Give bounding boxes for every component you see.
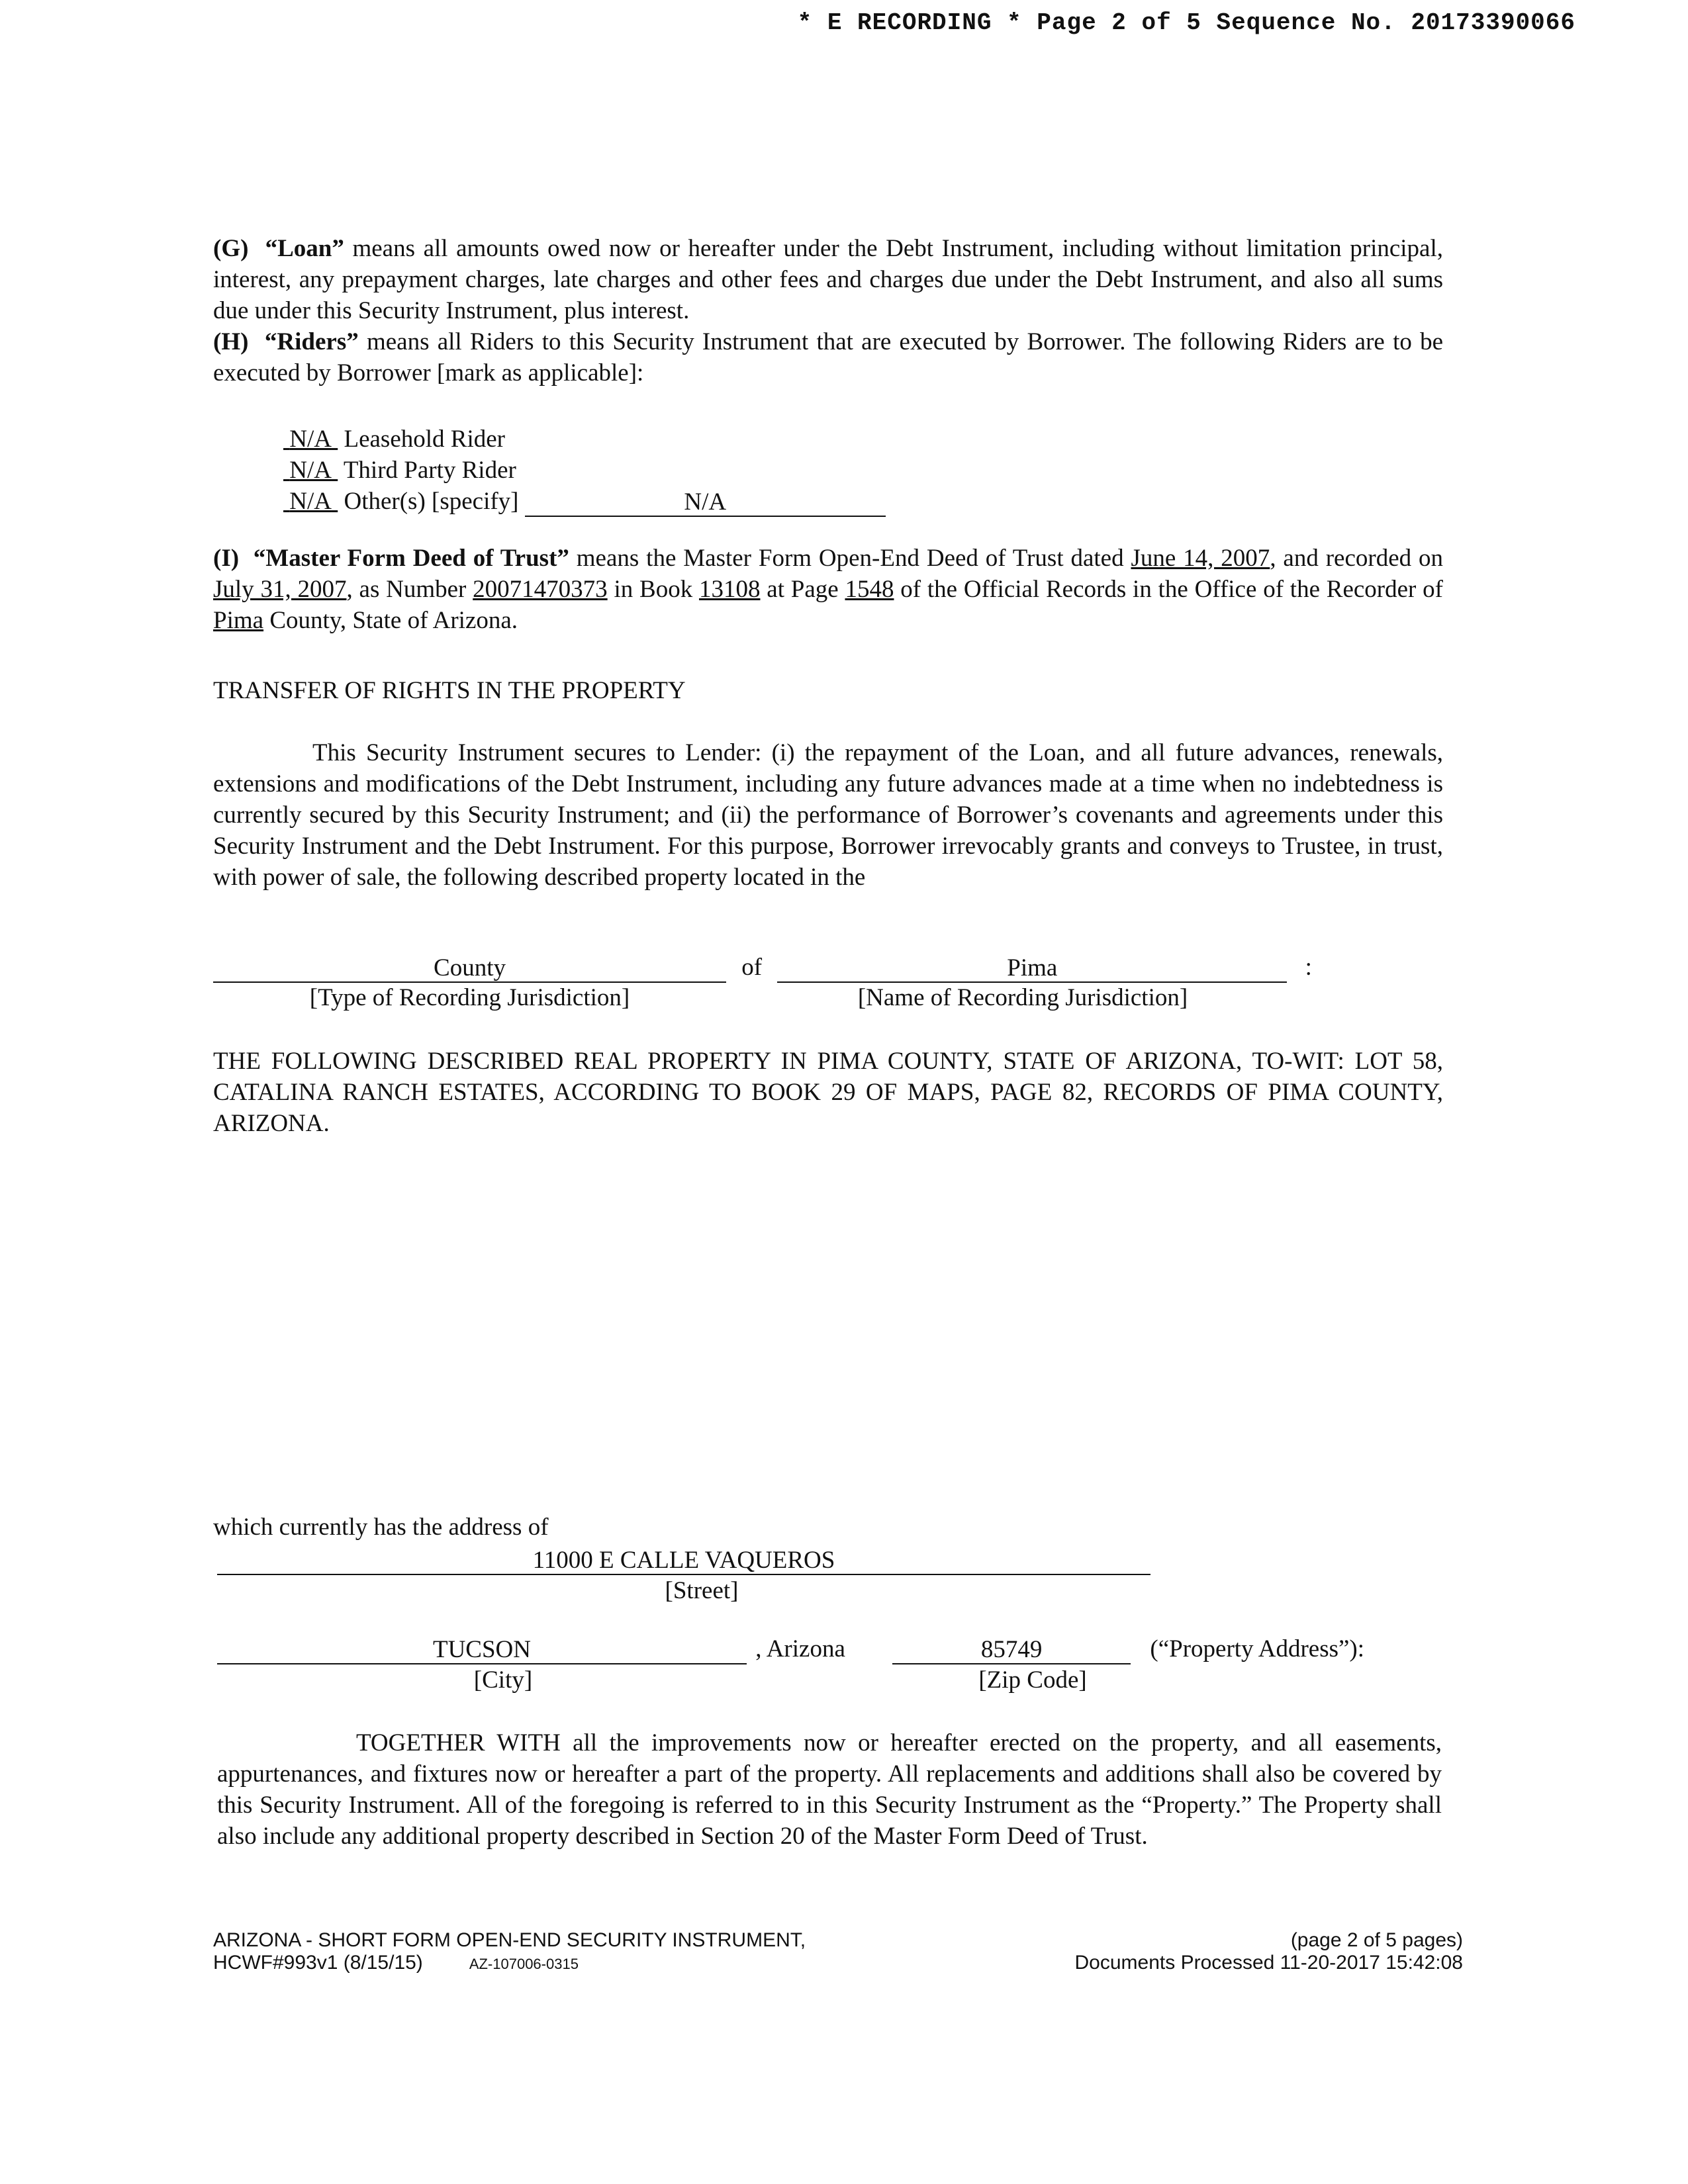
master-deed-text: , as Number — [346, 576, 473, 603]
address-intro: which currently has the address of — [213, 1514, 549, 1541]
legal-description: THE FOLLOWING DESCRIBED REAL PROPERTY IN PIMA COUNTY, STATE OF ARIZONA, TO-WIT: LOT 58, CATALINA RANCH ESTATES, ACCORDING TO BOOK 29 OF MAPS, PAGE 82, RECORDS OF PIMA COUNTY, ARIZONA. — [213, 1048, 1443, 1137]
together-paragraph: TOGETHER WITH all the improvements now or hereafter erected on the property, and all easements, appurtenances, and fixtures now or hereafter a part of the property. All replacements and additions shall also be covered by this Security Instrument. All of the foregoing is referred to in this Security Instrument as the “Property.” The Property shall also include any additional property described in Section 20 of the Master Form Deed of Trust. — [217, 1729, 1442, 1850]
jurisdiction-name-field: Pima — [777, 955, 1287, 983]
footer-left — [213, 1929, 806, 1976]
zip-field: 85749 — [892, 1637, 1131, 1664]
rider-item — [283, 455, 886, 486]
rider-list — [283, 424, 886, 517]
jurisdiction-name-caption: [Name of Recording Jurisdiction] — [857, 984, 1188, 1011]
rider-item — [283, 424, 886, 455]
street-line — [217, 1544, 1150, 1575]
rider-item — [283, 486, 886, 517]
definitions-block — [213, 233, 1443, 388]
book-number: 13108 — [698, 576, 761, 603]
master-deed-text: of the Official Records in the Office of the Recorder of — [894, 576, 1443, 603]
master-deed-text: , and recorded on — [1270, 545, 1444, 572]
form-id: HCWF#993v1 (8/15/15) — [213, 1952, 423, 1974]
master-deed-text: County, State of Arizona. — [263, 607, 518, 634]
zip-caption: [Zip Code] — [978, 1666, 1087, 1694]
master-deed-text: at Page — [760, 576, 845, 603]
jurisdiction-colon: : — [1305, 954, 1312, 981]
loan-definition — [213, 233, 1443, 326]
city-field: TUCSON — [217, 1637, 747, 1664]
master-deed-text: means the Master Form Open-End Deed of Trust dated — [569, 545, 1131, 572]
recorded-date: July 31, 2007 — [213, 576, 347, 603]
property-address-label: (“Property Address”): — [1150, 1635, 1365, 1662]
recording-number: 20071470373 — [473, 576, 608, 603]
form-title: ARIZONA - SHORT FORM OPEN-END SECURITY INSTRUMENT, — [213, 1929, 806, 1951]
riders-tag: (H) — [213, 328, 249, 355]
loan-text: means all amounts owed now or hereafter under the Debt Instrument, including without limitation principal, interest, any prepayment charges, late charges and other fees and charges due under the Debt Instrument, and also all sums due under this Security Instrument, plus interest. — [213, 235, 1443, 324]
processed-timestamp: Documents Processed 11-20-2017 15:42:08 — [1074, 1952, 1463, 1974]
jurisdiction-line — [213, 952, 1312, 983]
rider-label: Other(s) [specify] — [344, 488, 519, 515]
rider-label: Leasehold Rider — [344, 426, 505, 453]
state-label: , Arizona — [755, 1635, 845, 1662]
recording-header: * E RECORDING * Page 2 of 5 Sequence No. 20173390066 — [797, 9, 1575, 36]
loan-term: “Loan” — [265, 235, 344, 262]
page-number: 1548 — [845, 576, 894, 603]
jurisdiction-of: of — [741, 954, 763, 981]
recorder-county: Pima — [213, 607, 264, 634]
city-zip-line — [217, 1633, 1364, 1664]
master-deed-tag: (I) — [213, 545, 240, 572]
other-rider-field: N/A — [525, 489, 886, 517]
jurisdiction-type-caption: [Type of Recording Jurisdiction] — [309, 984, 630, 1011]
rider-mark: N/A — [289, 488, 332, 515]
master-deed-term: “Master Form Deed of Trust” — [253, 545, 569, 572]
page-info: (page 2 of 5 pages) — [1290, 1929, 1463, 1951]
jurisdiction-type-field: County — [213, 955, 726, 983]
street-field: 11000 E CALLE VAQUEROS — [217, 1547, 1150, 1575]
loan-tag: (G) — [213, 235, 249, 262]
rider-mark: N/A — [289, 457, 332, 484]
city-caption: [City] — [473, 1666, 533, 1694]
transfer-paragraph: This Security Instrument secures to Lender: (i) the repayment of the Loan, and all future advances, renewals, extensions and modifications of the Debt Instrument, including any future advances made at a time when no indebtedness is currently secured by this Security Instrument; and (ii) the performance of Borrower’s covenants and agreements under this Security Instrument and the Debt Instrument. For this purpose, Borrower irrevocably grants and conveys to Trustee, in trust, with power of sale, the following described property located in the — [213, 739, 1443, 891]
footer-right — [1075, 1929, 1463, 1974]
riders-term: “Riders” — [264, 328, 359, 355]
master-deed-definition — [213, 543, 1443, 636]
form-id-line — [213, 1952, 806, 1976]
riders-text: means all Riders to this Security Instrument that are executed by Borrower. The following Riders are to be executed by Borrower [mark as applicable]: — [213, 328, 1443, 387]
street-caption: [Street] — [665, 1577, 739, 1604]
master-deed-text: in Book — [607, 576, 699, 603]
transfer-heading: TRANSFER OF RIGHTS IN THE PROPERTY — [213, 677, 686, 704]
riders-definition — [213, 326, 1443, 388]
rider-mark: N/A — [289, 426, 332, 453]
rider-label: Third Party Rider — [343, 457, 516, 484]
form-code: AZ-107006-0315 — [469, 1956, 579, 1972]
deed-date: June 14, 2007 — [1131, 545, 1270, 572]
